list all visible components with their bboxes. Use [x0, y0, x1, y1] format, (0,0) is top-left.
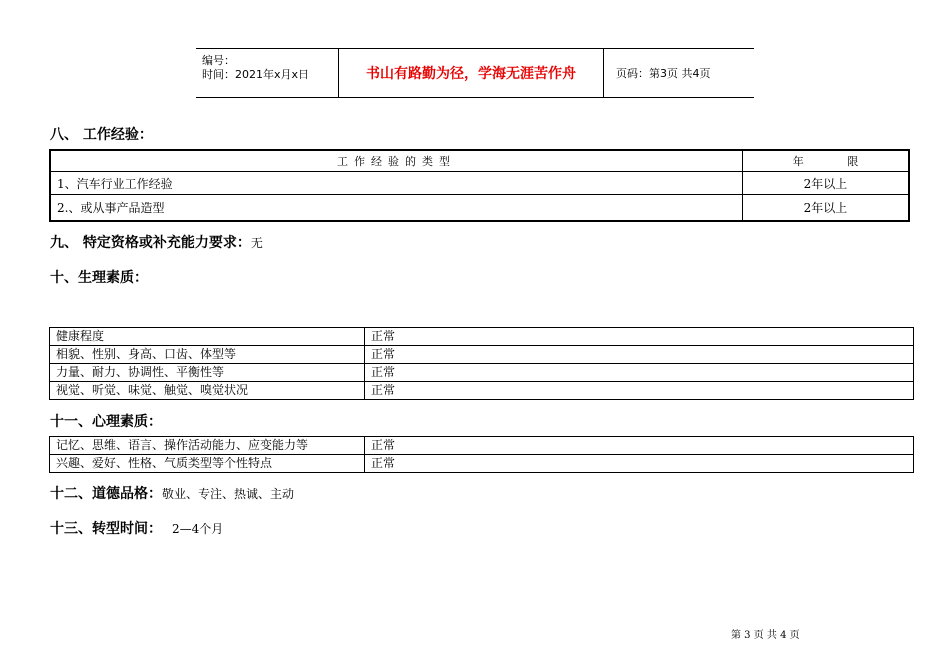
page-label: 页码：第3页 共4页: [616, 67, 711, 80]
time-label: 时间：2021年x月x日: [202, 68, 310, 81]
section-qualifications: [50, 232, 263, 252]
trait-name: 兴趣、爱好、性格、气质类型等个性特点: [50, 455, 365, 473]
section-title: 九、 特定资格或补充能力要求：: [50, 235, 251, 251]
experience-years: 2年以上: [803, 176, 848, 191]
section-physical: [50, 267, 148, 287]
trait-value: 正常: [365, 346, 914, 364]
section-value: 无: [250, 236, 263, 250]
experience-table: [49, 149, 910, 222]
physical-table: [49, 327, 914, 400]
header-meta-cell: [196, 49, 338, 97]
section-value: 敬业、专注、热诚、主动: [162, 487, 295, 501]
section-title: 十、生理素质：: [50, 270, 148, 286]
section-transition-time: [50, 518, 223, 538]
trait-value: 正常: [365, 328, 914, 346]
experience-years: 2年以上: [803, 201, 848, 215]
table-row: [50, 328, 914, 346]
experience-type: 1、汽车行业工作经验: [57, 176, 173, 191]
trait-name: 力量、耐力、协调性、平衡性等: [50, 364, 365, 382]
trait-value: 正常: [365, 382, 914, 400]
header-type: 工作经验的类型: [337, 155, 456, 168]
table-row: [51, 172, 908, 195]
section-title: 十二、道德品格：: [50, 486, 162, 502]
table-header-row: [51, 151, 908, 172]
trait-name: 记忆、思维、语言、操作活动能力、应变能力等: [50, 437, 365, 455]
trait-name: 视觉、听觉、味觉、触觉、嗅觉状况: [50, 382, 365, 400]
section-title: 八、 工作经验：: [50, 127, 153, 143]
trait-value: 正常: [365, 437, 914, 455]
header-years-label: 年 限: [792, 155, 879, 168]
section-work-experience: [50, 124, 153, 144]
table-row: [50, 382, 914, 400]
trait-name: 相貌、性别、身高、口齿、体型等: [50, 346, 365, 364]
table-row: [50, 364, 914, 382]
page-label-cell: [610, 49, 754, 97]
table-row: [50, 346, 914, 364]
section-psychological: [50, 411, 162, 431]
header-years: [743, 151, 908, 171]
table-row: [50, 455, 914, 473]
section-title: 十一、心理素质：: [50, 414, 162, 430]
section-morality: [50, 483, 294, 503]
section-value: 2—4个月: [172, 522, 224, 536]
trait-value: 正常: [365, 455, 914, 473]
section-title: 十三、转型时间：: [50, 521, 162, 537]
experience-type: 2.、或从事产品造型: [57, 201, 165, 215]
trait-value: 正常: [365, 364, 914, 382]
trait-name: 健康程度: [50, 328, 365, 346]
page-footer: 第 3 页 共 4 页: [731, 630, 800, 641]
number-label: 编号：: [202, 54, 235, 67]
motto: 书山有路勤为径，学海无涯苦作舟: [338, 49, 604, 97]
document-header: [196, 48, 754, 98]
table-row: [51, 195, 908, 220]
table-row: [50, 437, 914, 455]
psych-table: [49, 436, 914, 473]
